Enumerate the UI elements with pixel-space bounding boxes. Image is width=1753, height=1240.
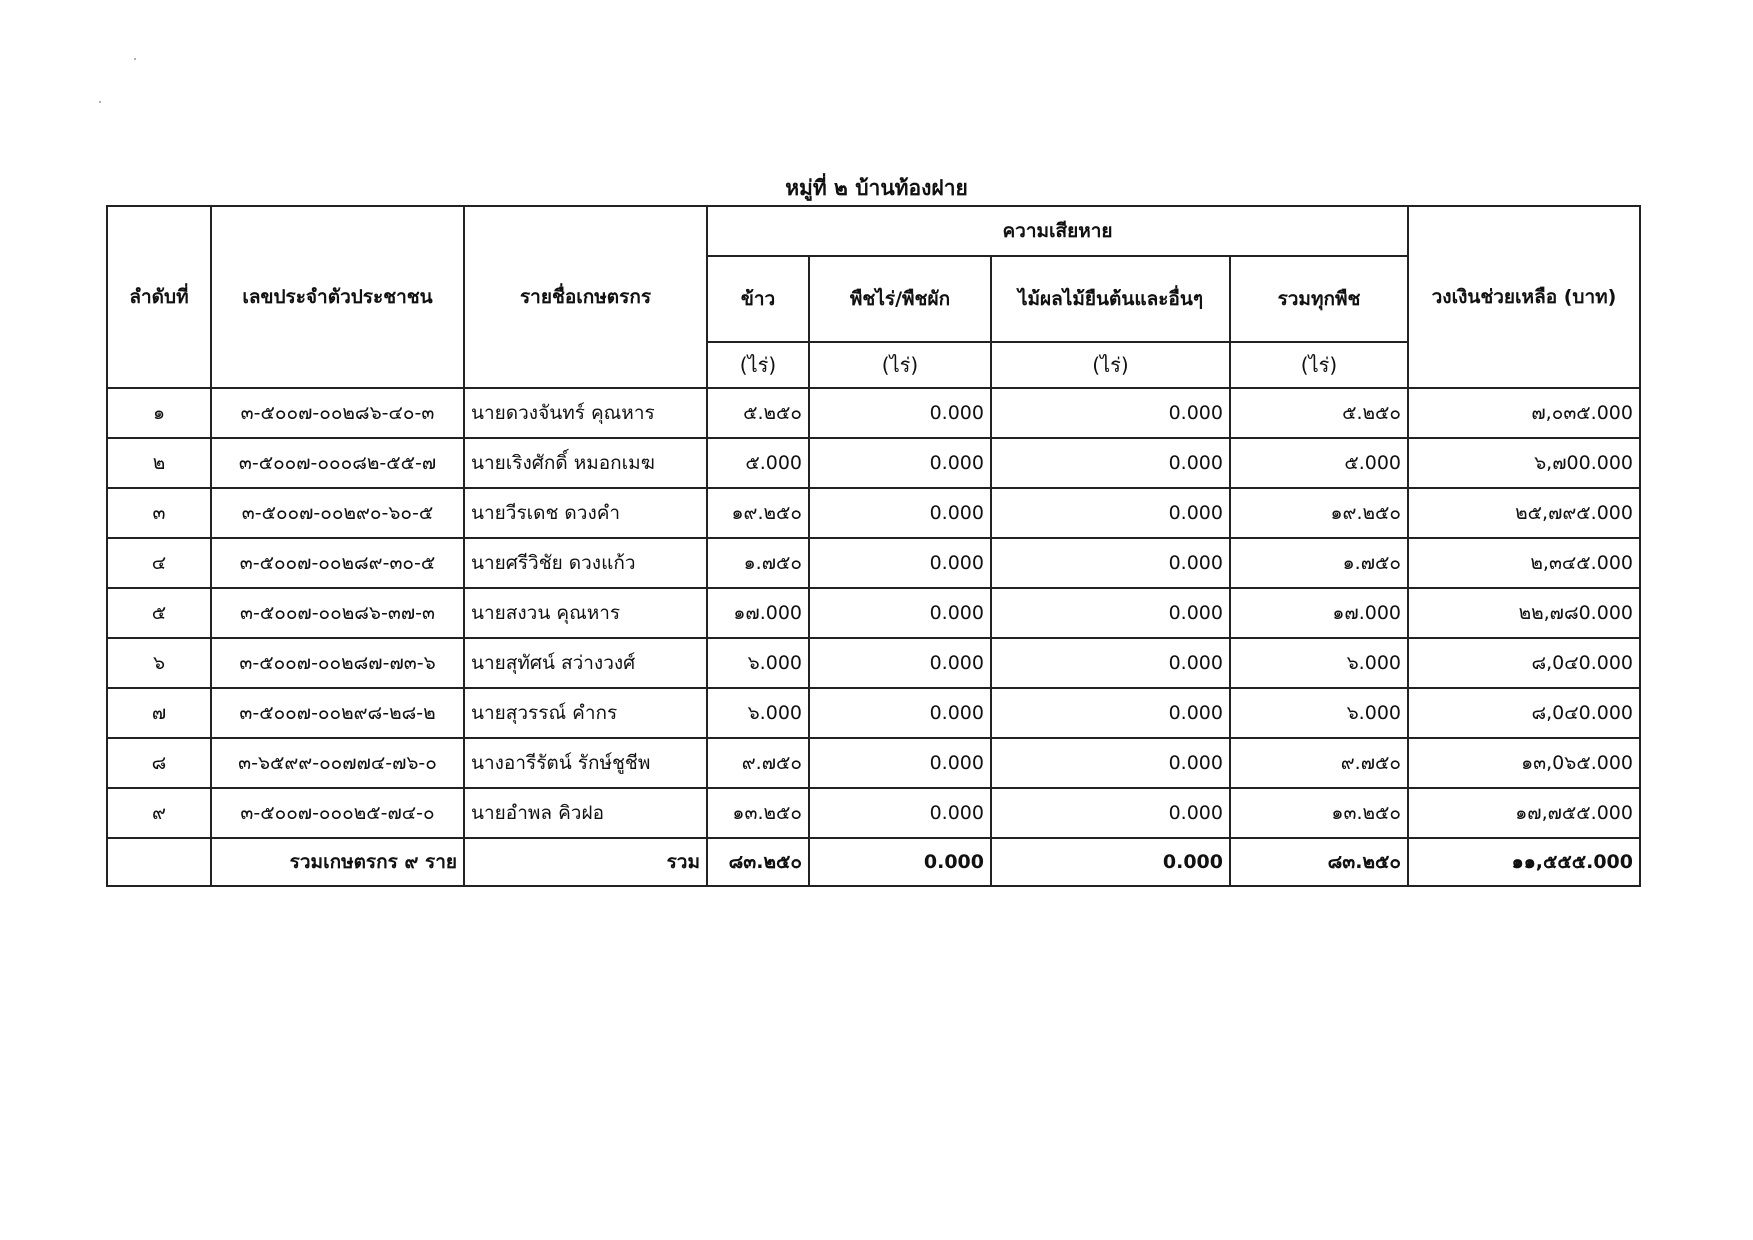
cell-farmer-name: นายอำพล คิวฝอ [464,788,707,838]
table-row [107,638,1640,688]
header-field-crops: พืชไร่/พืชผัก [809,256,991,342]
cell-field-crops: 0.000 [809,738,991,788]
cell-aid-amount: ๗,๐๓๕.000 [1408,388,1640,438]
unit-all-crops: (ไร่) [1230,342,1408,388]
unit-field-crops: (ไร่) [809,342,991,388]
cell-aid-amount: ๑๗,๗๕๕.000 [1408,788,1640,838]
cell-rice: ๙.๗๕๐ [707,738,809,788]
cell-citizen-id: ๓-๕๐๐๗-๐๐๒๘๙-๓๐-๕ [211,538,464,588]
table-row [107,538,1640,588]
header-all-crops: รวมทุกพืช [1230,256,1408,342]
cell-seq: ๘ [107,738,211,788]
cell-field-crops: 0.000 [809,538,991,588]
cell-seq: ๑ [107,388,211,438]
cell-citizen-id: ๓-๕๐๐๗-๐๐๐๒๕-๗๔-๐ [211,788,464,838]
cell-aid-amount: ๑๓,0๖๕.000 [1408,738,1640,788]
cell-field-crops: 0.000 [809,438,991,488]
cell-perennial: 0.000 [991,588,1230,638]
cell-field-crops: 0.000 [809,588,991,638]
table-row [107,788,1640,838]
cell-all-crops: ๖.000 [1230,688,1408,738]
total-aid-amount: ๑๑,๕๕๕.000 [1408,838,1640,886]
header-seq: ลำดับที่ [107,206,211,388]
cell-all-crops: ๑๙.๒๕๐ [1230,488,1408,538]
total-sum-label: รวม [464,838,707,886]
cell-perennial: 0.000 [991,388,1230,438]
total-field-crops: 0.000 [809,838,991,886]
cell-rice: ๕.๒๕๐ [707,388,809,438]
cell-seq: ๖ [107,638,211,688]
cell-rice: ๖.000 [707,638,809,688]
cell-aid-amount: ๒,๓๔๕.000 [1408,538,1640,588]
total-rice: ๘๓.๒๕๐ [707,838,809,886]
total-farmers-label: รวมเกษตรกร ๙ ราย [211,838,464,886]
total-row [107,838,1640,886]
cell-seq: ๙ [107,788,211,838]
damage-report-table [106,205,1641,887]
cell-aid-amount: ๖,๗00.000 [1408,438,1640,488]
cell-perennial: 0.000 [991,788,1230,838]
cell-perennial: 0.000 [991,488,1230,538]
table-body [107,388,1640,886]
cell-perennial: 0.000 [991,438,1230,488]
table-row [107,588,1640,638]
cell-citizen-id: ๓-๖๕๙๙-๐๐๗๗๔-๗๖-๐ [211,738,464,788]
table-row [107,438,1640,488]
cell-field-crops: 0.000 [809,488,991,538]
table-row [107,388,1640,438]
cell-seq: ๓ [107,488,211,538]
total-all-crops: ๘๓.๒๕๐ [1230,838,1408,886]
cell-all-crops: ๕.๒๕๐ [1230,388,1408,438]
cell-seq: ๒ [107,438,211,488]
cell-aid-amount: ๒๒,๗๘0.000 [1408,588,1640,638]
cell-farmer-name: นายสุวรรณ์ คำกร [464,688,707,738]
cell-citizen-id: ๓-๕๐๐๗-๐๐๒๘๖-๓๗-๓ [211,588,464,638]
header-perennial: ไม้ผลไม้ยืนต้นและอื่นๆ [991,256,1230,342]
header-rice: ข้าว [707,256,809,342]
cell-aid-amount: ๘,0๔0.000 [1408,688,1640,738]
cell-perennial: 0.000 [991,688,1230,738]
cell-citizen-id: ๓-๕๐๐๗-๐๐๒๘๗-๗๓-๖ [211,638,464,688]
cell-rice: ๑๗.000 [707,588,809,638]
cell-rice: ๑๓.๒๕๐ [707,788,809,838]
cell-all-crops: ๑.๗๕๐ [1230,538,1408,588]
cell-field-crops: 0.000 [809,788,991,838]
cell-farmer-name: นายสุทัศน์ สว่างวงศ์ [464,638,707,688]
scan-speck [134,58,136,60]
cell-field-crops: 0.000 [809,388,991,438]
cell-citizen-id: ๓-๕๐๐๗-๐๐๒๘๖-๔๐-๓ [211,388,464,438]
cell-rice: ๑๙.๒๕๐ [707,488,809,538]
cell-farmer-name: นายเริงศักดิ์ หมอกเมฆ [464,438,707,488]
cell-farmer-name: นายสงวน คุณหาร [464,588,707,638]
cell-aid-amount: ๒๕,๗๙๕.000 [1408,488,1640,538]
document-title: หมู่ที่ ๒ บ้านท้องฝาย [785,176,968,200]
cell-citizen-id: ๓-๕๐๐๗-๐๐๒๙๐-๖๐-๕ [211,488,464,538]
cell-farmer-name: นายดวงจันทร์ คุณหาร [464,388,707,438]
cell-seq: ๔ [107,538,211,588]
header-citizen-id: เลขประจำตัวประชาชน [211,206,464,388]
total-perennial: 0.000 [991,838,1230,886]
header-damage-group: ความเสียหาย [707,206,1408,256]
cell-citizen-id: ๓-๕๐๐๗-๐๐๐๘๒-๕๕-๗ [211,438,464,488]
table-row [107,488,1640,538]
cell-perennial: 0.000 [991,638,1230,688]
unit-perennial: (ไร่) [991,342,1230,388]
table-row [107,688,1640,738]
cell-field-crops: 0.000 [809,638,991,688]
cell-all-crops: ๕.000 [1230,438,1408,488]
cell-perennial: 0.000 [991,538,1230,588]
table-row [107,738,1640,788]
scan-speck [99,101,101,103]
cell-all-crops: ๖.000 [1230,638,1408,688]
cell-field-crops: 0.000 [809,688,991,738]
cell-rice: ๕.000 [707,438,809,488]
header-aid-amount: วงเงินช่วยเหลือ (บาท) [1408,206,1640,388]
cell-citizen-id: ๓-๕๐๐๗-๐๐๒๙๘-๒๘-๒ [211,688,464,738]
table-header [107,206,1640,388]
cell-seq: ๕ [107,588,211,638]
cell-seq: ๗ [107,688,211,738]
cell-all-crops: ๙.๗๕๐ [1230,738,1408,788]
header-farmer-name: รายชื่อเกษตรกร [464,206,707,388]
cell-farmer-name: นายศรีวิชัย ดวงแก้ว [464,538,707,588]
cell-all-crops: ๑๓.๒๕๐ [1230,788,1408,838]
total-empty-cell [107,838,211,886]
cell-aid-amount: ๘,0๔0.000 [1408,638,1640,688]
cell-rice: ๖.000 [707,688,809,738]
cell-farmer-name: นางอารีรัตน์ รักษ์ชูชีพ [464,738,707,788]
cell-all-crops: ๑๗.000 [1230,588,1408,638]
cell-perennial: 0.000 [991,738,1230,788]
unit-rice: (ไร่) [707,342,809,388]
cell-farmer-name: นายวีรเดช ดวงคำ [464,488,707,538]
cell-rice: ๑.๗๕๐ [707,538,809,588]
